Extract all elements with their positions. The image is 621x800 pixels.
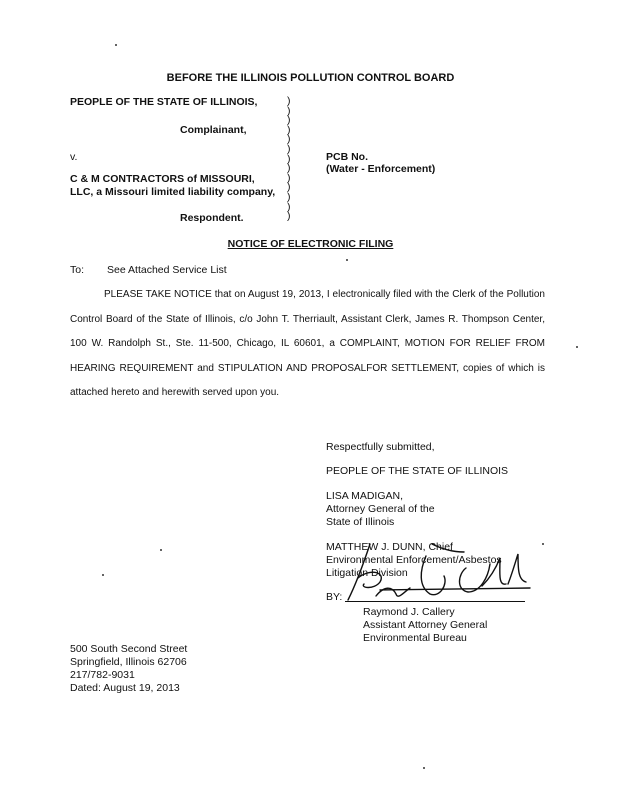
defendant-line1: C & M CONTRACTORS of MISSOURI,	[70, 173, 255, 185]
defendant-line2: LLC, a Missouri limited liability company,	[70, 186, 276, 198]
notice-title: NOTICE OF ELECTRONIC FILING	[227, 238, 394, 250]
party-name: PEOPLE OF THE STATE OF ILLINOIS	[326, 465, 509, 477]
case-number: PCB No.	[326, 151, 368, 163]
ag-title-2: State of Illinois	[326, 516, 395, 528]
address-line-2: Springfield, Illinois 62706	[70, 656, 187, 668]
address-line-1: 500 South Second Street	[70, 643, 188, 655]
document-heading: BEFORE THE ILLINOIS POLLUTION CONTROL BOARD	[166, 72, 455, 84]
ag-name: LISA MADIGAN,	[326, 490, 404, 502]
scan-speck	[115, 44, 117, 46]
caption-parentheses: ) ) ) ) ) ) ) ) ) ) ) ) )	[287, 95, 291, 223]
handwritten-signature	[340, 538, 540, 613]
defendant-role: Respondent.	[180, 212, 244, 224]
to-value: See Attached Service List	[107, 264, 227, 276]
case-type: (Water - Enforcement)	[326, 163, 436, 175]
versus: v.	[70, 151, 78, 163]
chief-title-1: Environmental Enforcement/Asbestos	[326, 554, 502, 566]
by-label: BY:	[326, 591, 343, 603]
ag-title-1: Attorney General of the	[326, 503, 435, 515]
scan-speck	[346, 259, 348, 261]
closing: Respectfully submitted,	[326, 441, 435, 453]
plaintiff-name: PEOPLE OF THE STATE OF ILLINOIS,	[70, 96, 258, 108]
signer-title-2: Environmental Bureau	[363, 632, 467, 644]
address-phone: 217/782-9031	[70, 669, 135, 681]
signer-name: Raymond J. Callery	[363, 606, 455, 618]
scan-speck	[576, 346, 578, 348]
chief-title-2: Litigation Division	[326, 567, 408, 579]
scan-speck	[542, 543, 544, 545]
signer-title-1: Assistant Attorney General	[363, 619, 488, 631]
notice-body: PLEASE TAKE NOTICE that on August 19, 2013, I electronically filed with the Clerk of the Pollution Control Board of the State of Illinois, c/o John T. Therriault, Assistant Clerk, James R. Thompson Center, 100 W. Randolph St., Ste. 11-500, Chicago, IL 60601, a COMPLAINT, MOTION FOR RELIEF FROM HEARING REQUIREMENT and STIPULATION AND PROPOSALFOR SETTLEMENT, copies of which is attached hereto and herewith served upon you.	[70, 289, 545, 398]
scan-speck	[160, 549, 162, 551]
scan-speck	[102, 574, 104, 576]
scan-speck	[423, 767, 425, 769]
chief-name: MATTHEW J. DUNN, Chief	[326, 541, 453, 553]
dated: Dated: August 19, 2013	[70, 682, 180, 694]
to-label: To:	[70, 264, 85, 276]
plaintiff-role: Complainant,	[180, 124, 247, 136]
